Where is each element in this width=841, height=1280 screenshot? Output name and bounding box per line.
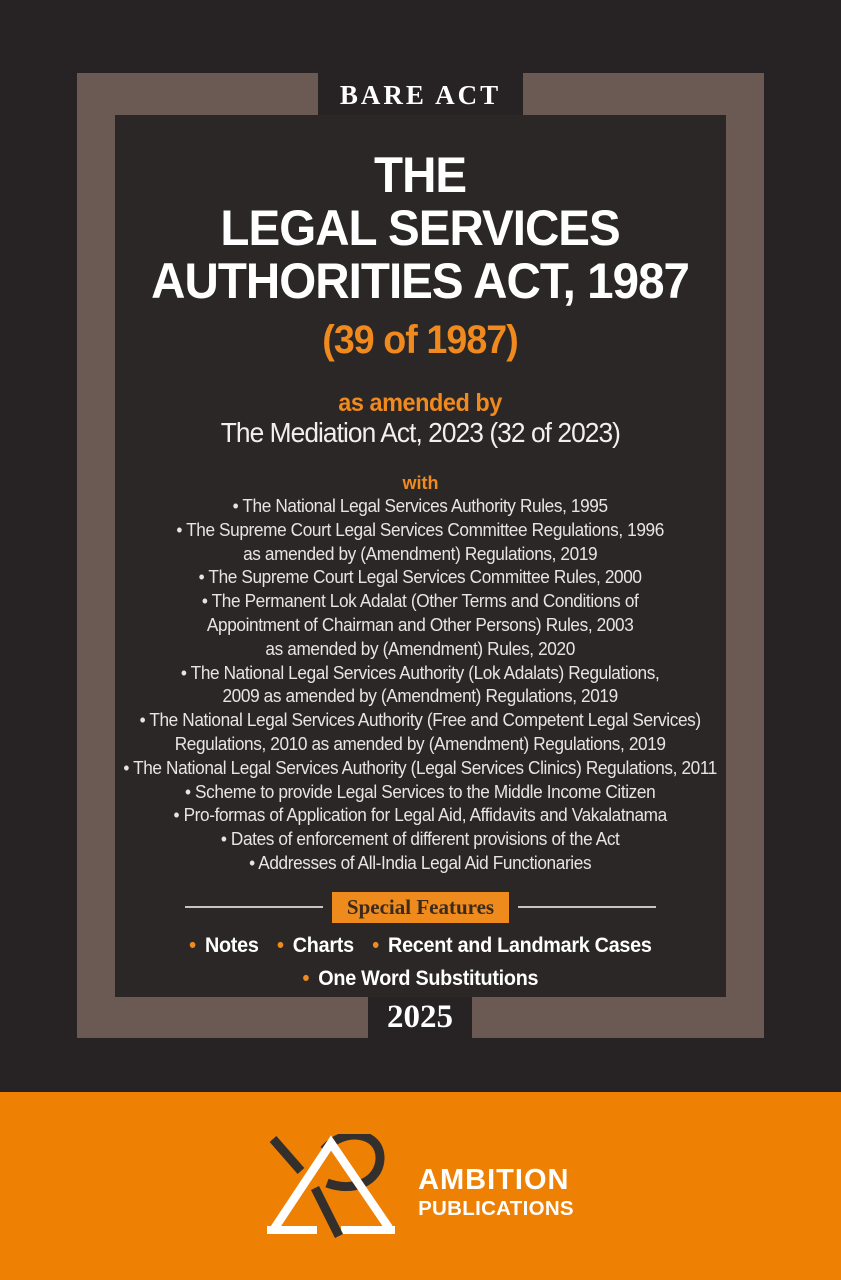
publisher-subname: PUBLICATIONS (418, 1197, 574, 1220)
special-feature-item (303, 965, 539, 991)
contents-list-line: • The Permanent Lok Adalat (Other Terms and Conditions of (202, 590, 639, 612)
special-features-left-rule (185, 906, 323, 908)
contents-list-line: • The National Legal Services Authority Rules, 1995 (232, 495, 609, 516)
series-label-notch (318, 73, 523, 115)
contents-list-line: • Scheme to provide Legal Services to the Middle Income Citizen (185, 780, 656, 802)
title-line-3: AUTHORITIES ACT, 1987 (151, 253, 690, 309)
special-features-list (189, 923, 651, 991)
special-features-right-rule (518, 906, 656, 908)
ambition-ap-monogram-icon (267, 1134, 401, 1238)
contents-list-line: • The National Legal Services Authority (Free and Competent Legal Services) (139, 709, 702, 731)
special-feature-label: Notes (205, 932, 259, 957)
title-line-2: LEGAL SERVICES (220, 200, 621, 256)
edition-year-notch (368, 997, 472, 1038)
amended-by-label: as amended by (338, 389, 503, 417)
special-feature-item (189, 932, 258, 958)
cover-main-panel (115, 115, 726, 997)
act-number: (39 of 1987) (322, 318, 519, 362)
contents-list-line: • The Supreme Court Legal Services Committee Rules, 2000 (199, 566, 642, 588)
contents-list-line: • The National Legal Services Authority (Legal Services Clinics) Regulations, 2011 (123, 756, 718, 778)
publisher-wordmark (418, 1150, 574, 1222)
special-feature-label: Charts (292, 932, 354, 957)
bullet-icon: • (302, 965, 310, 990)
special-feature-item (277, 932, 354, 958)
contents-list-line: • Pro-formas of Application for Legal Aid, Affidavits and Vakalatnama (173, 804, 668, 826)
contents-list-line: • The National Legal Services Authority (Lok Adalats) Regulations, (181, 661, 660, 683)
contents-list (124, 494, 718, 875)
contents-list-line: Regulations, 2010 as amended by (Amendment) Regulations, 2019 (175, 732, 666, 754)
special-features-heading: Special Features (332, 892, 509, 923)
contents-list-line: Appointment of Chairman and Other Persons) Rules, 2003 (207, 613, 634, 635)
with-label: with (402, 473, 439, 493)
bullet-icon: • (372, 932, 379, 957)
title-line-1: THE (374, 147, 467, 203)
special-feature-item (372, 932, 651, 958)
edition-year: 2025 (387, 999, 453, 1035)
bullet-icon: • (277, 932, 284, 957)
contents-list-line: 2009 as amended by (Amendment) Regulations, 2019 (222, 685, 619, 707)
amending-act: The Mediation Act, 2023 (32 of 2023) (220, 417, 621, 448)
special-feature-label: Recent and Landmark Cases (388, 932, 652, 957)
special-features-heading-row (185, 892, 656, 923)
contents-list-line: • Addresses of All-India Legal Aid Functionaries (249, 851, 592, 873)
contents-list-line: as amended by (Amendment) Regulations, 2019 (243, 542, 598, 564)
contents-list-line: • The Supreme Court Legal Services Committee Regulations, 1996 (176, 518, 665, 540)
publisher-name: AMBITION (418, 1164, 570, 1196)
special-feature-label: One Word Substitutions (318, 965, 539, 990)
special-features-row (189, 932, 651, 958)
bullet-icon: • (189, 932, 196, 957)
special-features-row (189, 965, 651, 991)
series-label: BARE ACT (339, 79, 502, 110)
contents-list-line: as amended by (Amendment) Rules, 2020 (265, 637, 576, 659)
publisher-band (0, 1092, 841, 1280)
contents-list-line: • Dates of enforcement of different provisions of the Act (221, 828, 620, 850)
book-title (152, 149, 690, 308)
